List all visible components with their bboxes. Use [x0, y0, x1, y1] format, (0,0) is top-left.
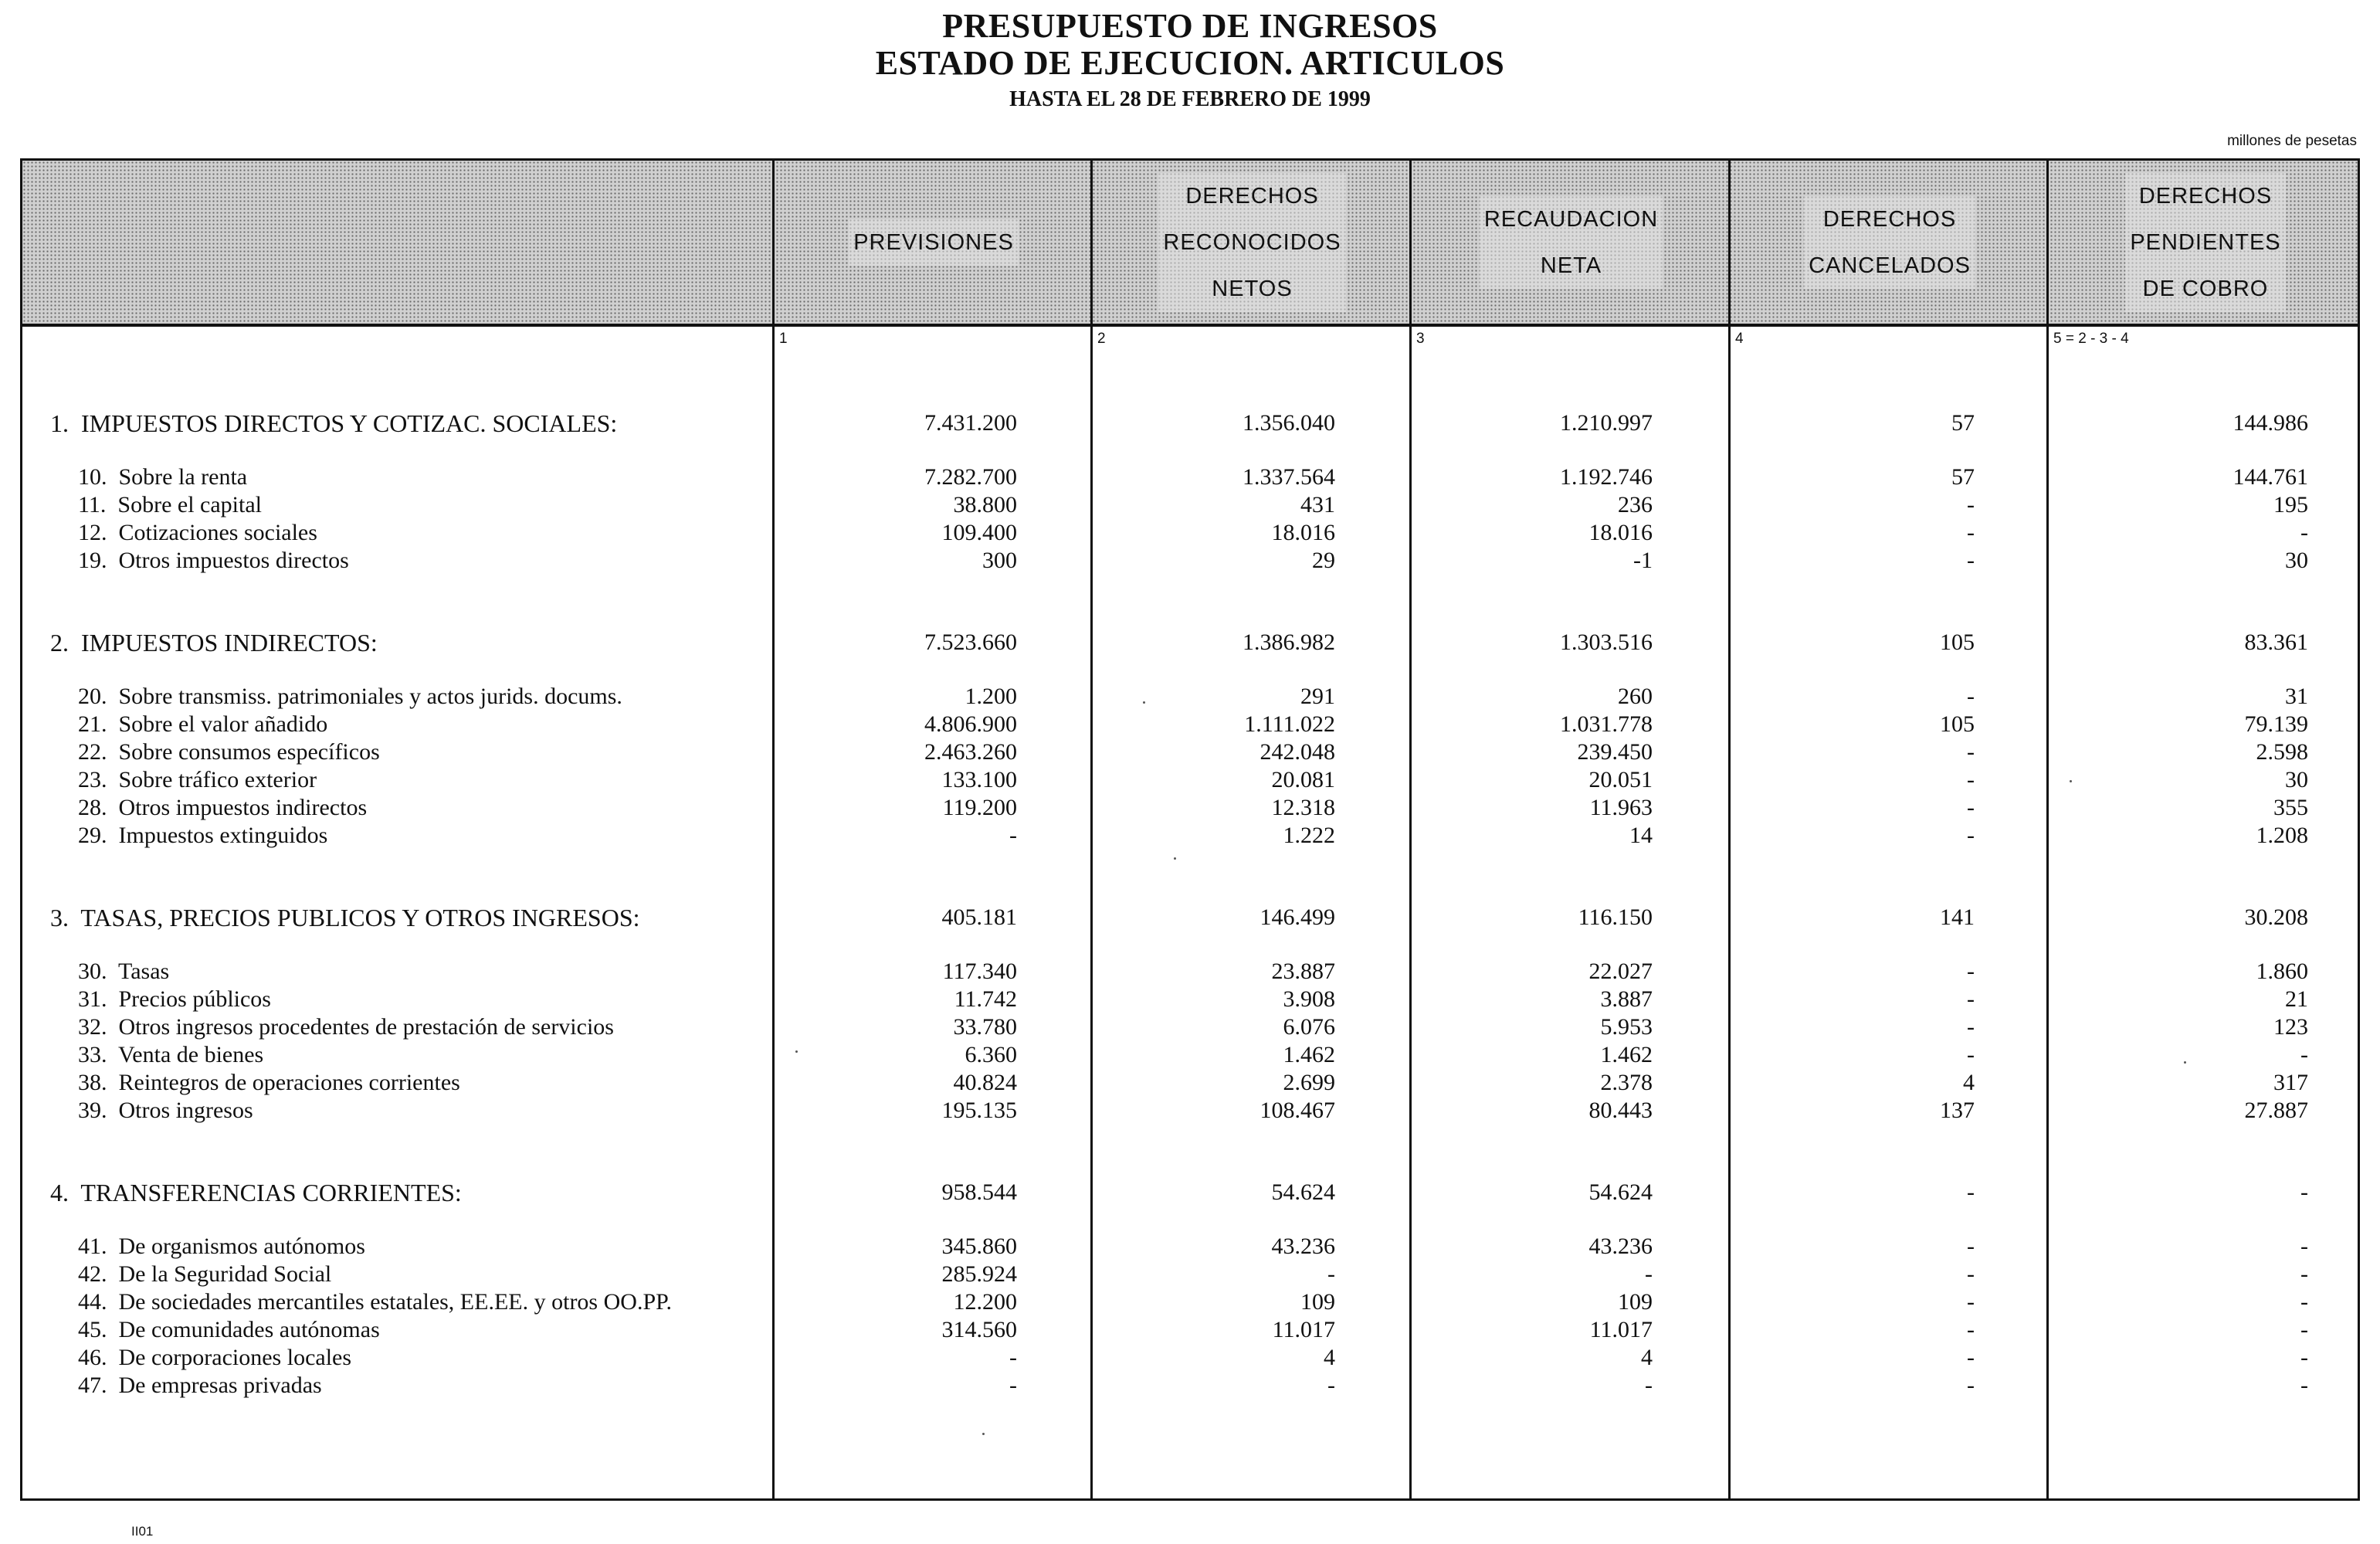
- document-title: PRESUPUESTO DE INGRESOS: [942, 7, 1438, 45]
- row-text: Sobre tráfico exterior: [118, 767, 317, 792]
- cell-value: -: [1967, 795, 1975, 820]
- scan-speck: [1174, 857, 1176, 860]
- cell-value: 314.560: [941, 1317, 1017, 1342]
- row-text: Reintegros de operaciones corrientes: [118, 1070, 460, 1095]
- cell-value: -: [1009, 1373, 1017, 1398]
- column-header-line: DERECHOS: [1822, 206, 1957, 232]
- column-header-line: RECONOCIDOS: [1163, 229, 1341, 255]
- cell-value: 1.200: [965, 684, 1017, 709]
- section-row: [22, 410, 2358, 436]
- cell-value: 30.208: [2244, 904, 2308, 930]
- cell-value: 1.462: [1283, 1042, 1335, 1067]
- cell-value: 242.048: [1260, 739, 1335, 765]
- column-divider: [772, 161, 775, 1498]
- cell-value: 3.908: [1283, 986, 1335, 1012]
- cell-value: 57: [1951, 410, 1975, 436]
- row-code: 47.: [78, 1373, 119, 1398]
- cell-value: 141: [1940, 904, 1975, 930]
- column-header-line: NETOS: [1212, 276, 1293, 301]
- cell-value: 20.051: [1588, 767, 1653, 792]
- cell-value: -: [2300, 1373, 2308, 1398]
- cell-value: 105: [1940, 629, 1975, 655]
- row-label: [78, 1098, 253, 1124]
- cell-value: -: [1967, 959, 1975, 984]
- row-label: [78, 1345, 351, 1371]
- row-text: Precios públicos: [118, 986, 271, 1012]
- cell-value: 38.800: [953, 492, 1017, 517]
- row-code: 12.: [78, 520, 119, 545]
- cell-value: 22.027: [1588, 959, 1653, 984]
- row-label: [78, 1373, 322, 1399]
- row-label: [50, 629, 378, 656]
- cell-value: 4: [1641, 1345, 1653, 1370]
- cell-value: 123: [2273, 1014, 2308, 1040]
- table-row: [22, 1289, 2358, 1315]
- scan-speck: [795, 1050, 798, 1053]
- cell-value: 109.400: [941, 520, 1017, 545]
- cell-value: 260: [1618, 684, 1653, 709]
- row-code: 22.: [78, 739, 119, 765]
- cell-value: 105: [1940, 711, 1975, 737]
- page-code: II01: [131, 1524, 154, 1539]
- row-code: 38.: [78, 1070, 119, 1095]
- cell-value: 1.860: [2256, 959, 2308, 984]
- cell-value: 30: [2285, 767, 2308, 792]
- column-header-line: CANCELADOS: [1809, 253, 1971, 278]
- budget-table: [20, 158, 2360, 1501]
- row-text: Otros impuestos directos: [118, 548, 349, 573]
- row-label: [50, 904, 640, 931]
- cell-value: 195.135: [941, 1098, 1017, 1123]
- table-row: [22, 1070, 2358, 1096]
- table-row: [22, 1373, 2358, 1399]
- cell-value: 43.236: [1271, 1234, 1335, 1259]
- cell-value: 83.361: [2244, 629, 2308, 655]
- cell-value: -: [2300, 1179, 2308, 1205]
- row-code: 1.: [50, 409, 81, 437]
- cell-value: -: [1967, 1179, 1975, 1205]
- cell-value: 137: [1940, 1098, 1975, 1123]
- cell-value: 355: [2273, 795, 2308, 820]
- row-label: [78, 823, 327, 849]
- row-text: De organismos autónomos: [118, 1234, 365, 1259]
- cell-value: 54.624: [1271, 1179, 1335, 1205]
- cell-value: 236: [1618, 492, 1653, 517]
- cell-value: -: [1967, 548, 1975, 573]
- row-label: [78, 492, 262, 518]
- cell-value: 4: [1963, 1070, 1975, 1095]
- table-row: [22, 711, 2358, 738]
- cell-value: 146.499: [1260, 904, 1335, 930]
- cell-value: -: [2300, 520, 2308, 545]
- row-label: [78, 959, 169, 985]
- cell-value: -: [2300, 1317, 2308, 1342]
- cell-value: 3.887: [1600, 986, 1653, 1012]
- column-header-line: DERECHOS: [1185, 183, 1319, 209]
- column-divider: [1090, 161, 1093, 1498]
- table-row: [22, 1042, 2358, 1068]
- cell-value: 1.210.997: [1560, 410, 1653, 436]
- cell-value: 116.150: [1578, 904, 1653, 930]
- cell-value: -: [2300, 1042, 2308, 1067]
- cell-value: -: [2300, 1261, 2308, 1287]
- column-divider: [2046, 161, 2049, 1498]
- row-label: [50, 410, 617, 436]
- cell-value: 6.076: [1283, 1014, 1335, 1040]
- row-code: 29.: [78, 823, 119, 848]
- cell-value: 4.806.900: [924, 711, 1017, 737]
- document-subtitle: ESTADO DE EJECUCION. ARTICULOS: [875, 44, 1505, 82]
- table-row: [22, 1261, 2358, 1288]
- column-header-line: RECAUDACION: [1483, 206, 1659, 232]
- table-row: [22, 548, 2358, 574]
- row-code: 2.: [50, 629, 81, 657]
- column-number: 2: [1097, 331, 1106, 347]
- cell-value: -: [1967, 739, 1975, 765]
- column-number: 5 = 2 - 3 - 4: [2053, 331, 2129, 347]
- cell-value: 1.208: [2256, 823, 2308, 848]
- cell-value: 79.139: [2244, 711, 2308, 737]
- cell-value: -: [1009, 823, 1017, 848]
- cell-value: -: [1327, 1373, 1335, 1398]
- cell-value: 119.200: [942, 795, 1017, 820]
- cell-value: 7.282.700: [924, 464, 1017, 490]
- cell-value: 1.192.746: [1560, 464, 1653, 490]
- cell-value: 108.467: [1260, 1098, 1335, 1123]
- table-row: [22, 684, 2358, 710]
- cell-value: -: [1967, 1373, 1975, 1398]
- cell-value: 405.181: [941, 904, 1017, 930]
- cell-value: -: [1967, 1261, 1975, 1287]
- column-divider: [1728, 161, 1731, 1498]
- row-label: [78, 548, 349, 574]
- row-code: 20.: [78, 684, 119, 709]
- cell-value: 54.624: [1588, 1179, 1653, 1205]
- cell-value: -: [1967, 1234, 1975, 1259]
- column-divider: [1409, 161, 1412, 1498]
- cell-value: -: [1967, 520, 1975, 545]
- cell-value: 239.450: [1577, 739, 1653, 765]
- cell-value: -: [1967, 1289, 1975, 1315]
- cell-value: -: [1967, 823, 1975, 848]
- row-label: [78, 1234, 365, 1260]
- table-row: [22, 1317, 2358, 1343]
- column-header-line: PREVISIONES: [853, 229, 1014, 255]
- cell-value: 1.386.982: [1243, 629, 1335, 655]
- row-label: [50, 1179, 462, 1206]
- row-label: [78, 1317, 380, 1343]
- cell-value: 7.431.200: [924, 410, 1017, 436]
- cell-value: 2.378: [1600, 1070, 1653, 1095]
- row-text: TRANSFERENCIAS CORRIENTES:: [80, 1179, 462, 1206]
- cell-value: 133.100: [941, 767, 1017, 792]
- cell-value: -: [1967, 684, 1975, 709]
- cell-value: -: [2300, 1345, 2308, 1370]
- cell-value: 958.544: [941, 1179, 1017, 1205]
- cell-value: 6.360: [965, 1042, 1017, 1067]
- table-row: [22, 986, 2358, 1013]
- cell-value: 1.222: [1283, 823, 1335, 848]
- cell-value: -: [2300, 1234, 2308, 1259]
- row-text: Sobre consumos específicos: [118, 739, 380, 765]
- cell-value: 14: [1629, 823, 1653, 848]
- cell-value: -: [1645, 1261, 1653, 1287]
- document-title-block: [0, 8, 2380, 113]
- row-label: [78, 739, 380, 765]
- cell-value: 29: [1312, 548, 1335, 573]
- cell-value: -: [1967, 1345, 1975, 1370]
- cell-value: 7.523.660: [924, 629, 1017, 655]
- row-text: Sobre el capital: [117, 492, 262, 517]
- row-label: [78, 1261, 331, 1288]
- cell-value: -: [1009, 1345, 1017, 1370]
- scan-speck: [2184, 1061, 2186, 1064]
- cell-value: 40.824: [953, 1070, 1017, 1095]
- cell-value: 11.017: [1589, 1317, 1653, 1342]
- row-text: IMPUESTOS DIRECTOS Y COTIZAC. SOCIALES:: [81, 409, 618, 437]
- cell-value: 27.887: [2244, 1098, 2308, 1123]
- cell-value: 11.742: [954, 986, 1017, 1012]
- cell-value: 18.016: [1271, 520, 1335, 545]
- row-code: 21.: [78, 711, 119, 737]
- table-row: [22, 823, 2358, 849]
- cell-value: -: [1645, 1373, 1653, 1398]
- section-row: [22, 904, 2358, 931]
- cell-value: 43.236: [1588, 1234, 1653, 1259]
- row-code: 31.: [78, 986, 119, 1012]
- cell-value: 12.318: [1271, 795, 1335, 820]
- row-text: Cotizaciones sociales: [118, 520, 317, 545]
- row-code: 32.: [78, 1014, 119, 1040]
- column-header-line: DE COBRO: [2142, 276, 2269, 301]
- table-row: [22, 1014, 2358, 1040]
- cell-value: 2.699: [1283, 1070, 1335, 1095]
- cell-value: 57: [1951, 464, 1975, 490]
- cell-value: 18.016: [1588, 520, 1653, 545]
- table-row: [22, 767, 2358, 793]
- row-code: 44.: [78, 1289, 119, 1315]
- row-label: [78, 986, 271, 1013]
- cell-value: 30: [2285, 548, 2308, 573]
- cell-value: 1.462: [1600, 1042, 1653, 1067]
- cell-value: 1.111.022: [1244, 711, 1335, 737]
- row-code: 23.: [78, 767, 119, 792]
- row-code: 46.: [78, 1345, 119, 1370]
- scan-speck: [2070, 780, 2072, 782]
- row-label: [78, 1042, 263, 1068]
- cell-value: -: [2300, 1289, 2308, 1315]
- row-label: [78, 1289, 672, 1315]
- column-number: 4: [1735, 331, 1744, 347]
- cell-value: 31: [2285, 684, 2308, 709]
- cell-value: 345.860: [941, 1234, 1017, 1259]
- row-text: Impuestos extinguidos: [118, 823, 328, 848]
- cell-value: -: [1967, 1014, 1975, 1040]
- cell-value: -: [1967, 1042, 1975, 1067]
- cell-value: 1.031.778: [1560, 711, 1653, 737]
- cell-value: -: [1967, 1317, 1975, 1342]
- table-row: [22, 739, 2358, 765]
- row-text: IMPUESTOS INDIRECTOS:: [81, 629, 378, 657]
- row-code: 45.: [78, 1317, 119, 1342]
- row-code: 19.: [78, 548, 119, 573]
- cell-value: 431: [1300, 492, 1335, 517]
- cell-value: 300: [982, 548, 1017, 573]
- table-row: [22, 1098, 2358, 1124]
- cell-value: 317: [2273, 1070, 2308, 1095]
- table-row: [22, 1345, 2358, 1371]
- cell-value: 291: [1300, 684, 1335, 709]
- cell-value: 21: [2285, 986, 2308, 1012]
- table-row: [22, 492, 2358, 518]
- row-text: Sobre el valor añadido: [118, 711, 328, 737]
- table-body: [22, 161, 2358, 1498]
- row-text: Otros ingresos: [118, 1098, 253, 1123]
- row-text: Otros impuestos indirectos: [118, 795, 368, 820]
- cell-value: 117.340: [942, 959, 1017, 984]
- cell-value: 12.200: [953, 1289, 1017, 1315]
- row-code: 3.: [50, 904, 81, 931]
- row-text: Sobre transmiss. patrimoniales y actos jurids. docums.: [118, 684, 622, 709]
- cell-value: 1.337.564: [1243, 464, 1335, 490]
- cell-value: 1.303.516: [1560, 629, 1653, 655]
- section-row: [22, 629, 2358, 656]
- row-label: [78, 684, 622, 710]
- row-text: TASAS, PRECIOS PUBLICOS Y OTROS INGRESOS:: [80, 904, 640, 931]
- row-code: 11.: [78, 492, 118, 517]
- row-code: 28.: [78, 795, 119, 820]
- cell-value: 2.598: [2256, 739, 2308, 765]
- cell-value: 144.986: [2233, 410, 2308, 436]
- table-row: [22, 1234, 2358, 1260]
- cell-value: 20.081: [1271, 767, 1335, 792]
- row-text: De sociedades mercantiles estatales, EE.EE. y otros OO.PP.: [118, 1289, 672, 1315]
- scan-speck: [1143, 701, 1145, 704]
- row-code: 4.: [50, 1179, 81, 1206]
- row-code: 30.: [78, 959, 118, 984]
- row-text: De comunidades autónomas: [118, 1317, 380, 1342]
- cell-value: 285.924: [941, 1261, 1017, 1287]
- row-text: Otros ingresos procedentes de prestación de servicios: [118, 1014, 614, 1040]
- cell-value: 2.463.260: [924, 739, 1017, 765]
- cell-value: -: [1327, 1261, 1335, 1287]
- document-date-line: HASTA EL 28 DE FEBRERO DE 1999: [1009, 87, 1371, 111]
- row-label: [78, 520, 317, 546]
- cell-value: -: [1967, 492, 1975, 517]
- cell-value: 5.953: [1600, 1014, 1653, 1040]
- cell-value: -1: [1633, 548, 1653, 573]
- scan-speck: [982, 1433, 985, 1435]
- table-row: [22, 520, 2358, 546]
- row-label: [78, 1070, 460, 1096]
- row-text: Tasas: [117, 959, 170, 984]
- cell-value: 33.780: [953, 1014, 1017, 1040]
- cell-value: -: [1967, 986, 1975, 1012]
- row-text: Venta de bienes: [117, 1042, 264, 1067]
- cell-value: 4: [1324, 1345, 1335, 1370]
- cell-value: 80.443: [1588, 1098, 1653, 1123]
- row-label: [78, 711, 327, 738]
- row-text: De empresas privadas: [118, 1373, 322, 1398]
- row-code: 42.: [78, 1261, 119, 1287]
- row-code: 33.: [78, 1042, 118, 1067]
- row-label: [78, 795, 367, 821]
- column-number: 1: [779, 331, 788, 347]
- row-label: [78, 767, 317, 793]
- row-code: 39.: [78, 1098, 119, 1123]
- row-code: 10.: [78, 464, 119, 490]
- units-note: millones de pesetas: [2227, 133, 2357, 149]
- column-header-line: DERECHOS: [2138, 183, 2273, 209]
- cell-value: -: [1967, 767, 1975, 792]
- row-label: [78, 464, 247, 490]
- cell-value: 23.887: [1271, 959, 1335, 984]
- section-row: [22, 1179, 2358, 1206]
- row-code: 41.: [78, 1234, 119, 1259]
- row-text: Sobre la renta: [118, 464, 248, 490]
- table-row: [22, 959, 2358, 985]
- row-text: De corporaciones locales: [118, 1345, 352, 1370]
- cell-value: 144.761: [2233, 464, 2308, 490]
- cell-value: 109: [1618, 1289, 1653, 1315]
- table-row: [22, 464, 2358, 490]
- row-label: [78, 1014, 614, 1040]
- cell-value: 1.356.040: [1243, 410, 1335, 436]
- cell-value: 109: [1300, 1289, 1335, 1315]
- column-header-line: PENDIENTES: [2130, 229, 2281, 255]
- cell-value: 195: [2273, 492, 2308, 517]
- column-number: 3: [1416, 331, 1425, 347]
- column-header-line: NETA: [1540, 253, 1602, 278]
- cell-value: 11.017: [1272, 1317, 1335, 1342]
- cell-value: 11.963: [1589, 795, 1653, 820]
- row-text: De la Seguridad Social: [118, 1261, 332, 1287]
- table-row: [22, 795, 2358, 821]
